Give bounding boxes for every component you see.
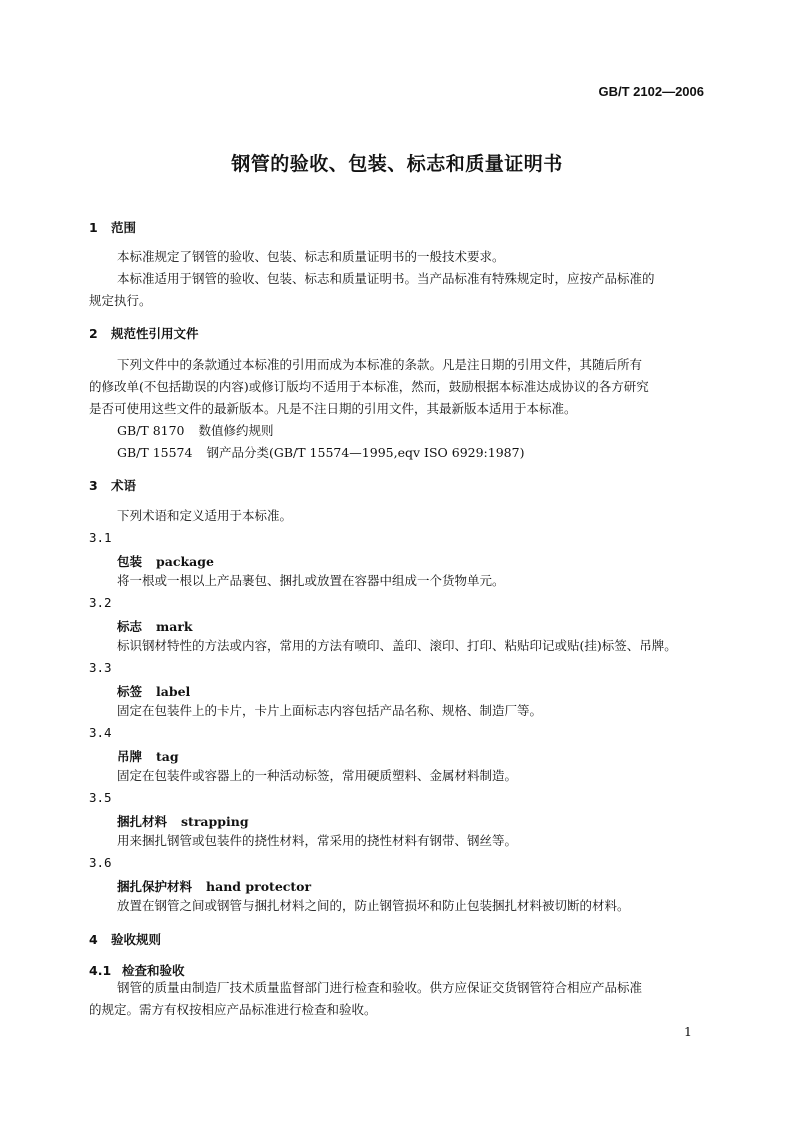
- subsection-number: 4.1: [89, 963, 112, 978]
- term-en: tag: [156, 749, 179, 764]
- section-number: 2: [89, 326, 98, 341]
- reference-item: [117, 420, 274, 442]
- paragraph-continuation: 的规定。需方有权按相应产品标准进行检查和验收。: [89, 1002, 377, 1017]
- section-heading-2: [89, 324, 199, 342]
- term-en: hand protector: [206, 879, 312, 894]
- section-heading-3: [89, 476, 136, 494]
- paragraph-continuation: 是否可使用这些文件的最新版本。凡是不注日期的引用文件，其最新版本适用于本标准。: [89, 401, 577, 416]
- term-number: 3.4: [89, 725, 112, 740]
- term-name: [117, 682, 190, 700]
- term-definition: 固定在包装件或容器上的一种活动标签，常用硬质塑料、金属材料制造。: [117, 768, 518, 783]
- term-en: label: [156, 684, 191, 699]
- paragraph: 本标准规定了钢管的验收、包装、标志和质量证明书的一般技术要求。: [117, 249, 505, 264]
- section-number: 4: [89, 932, 98, 947]
- term-zh: 吊牌: [117, 749, 143, 764]
- term-number: 3.3: [89, 660, 112, 675]
- term-name: [117, 617, 193, 635]
- term-definition: 用来捆扎钢管或包装件的挠性材料，常采用的挠性材料有钢带、钢丝等。: [117, 833, 518, 848]
- term-zh: 标志: [117, 619, 143, 634]
- term-definition: 放置在钢管之间或钢管与捆扎材料之间的，防止钢管损坏和防止包装捆扎材料被切断的材料。: [117, 898, 630, 913]
- term-en: strapping: [181, 814, 249, 829]
- paragraph: 钢管的质量由制造厂技术质量监督部门进行检查和验收。供方应保证交货钢管符合相应产品标准: [117, 980, 643, 995]
- section-title: 范围: [111, 220, 137, 235]
- term-number: 3.2: [89, 595, 112, 610]
- term-name: [117, 812, 249, 830]
- reference-code: GB/T 8170: [117, 423, 185, 438]
- term-number: 3.6: [89, 855, 112, 870]
- section-title: 术语: [111, 478, 137, 493]
- term-zh: 包装: [117, 554, 143, 569]
- section-number: 1: [89, 220, 98, 235]
- term-number: 3.5: [89, 790, 112, 805]
- section-title: 验收规则: [111, 932, 162, 947]
- term-definition: 将一根或一根以上产品裹包、捆扎或放置在容器中组成一个货物单元。: [117, 573, 505, 588]
- reference-name: 数值修约规则: [198, 423, 274, 438]
- term-zh: 标签: [117, 684, 143, 699]
- document-title: 钢管的验收、包装、标志和质量证明书: [231, 153, 563, 175]
- section-number: 3: [89, 478, 98, 493]
- page-number: 1: [684, 1024, 692, 1039]
- term-zh: 捆扎保护材料: [117, 879, 193, 894]
- paragraph-continuation: 规定执行。: [89, 293, 152, 308]
- term-definition: 固定在包装件上的卡片，卡片上面标志内容包括产品名称、规格、制造厂等。: [117, 703, 543, 718]
- term-name: [117, 877, 311, 895]
- standard-number: GB/T 2102—2006: [598, 84, 704, 99]
- section-heading-1: [89, 218, 136, 236]
- section-title: 规范性引用文件: [111, 326, 199, 341]
- term-zh: 捆扎材料: [117, 814, 168, 829]
- section-heading-4: [89, 930, 161, 948]
- term-name: [117, 747, 179, 765]
- paragraph-continuation: 的修改单(不包括勘误的内容)或修订版均不适用于本标准，然而，鼓励根据本标准达成协议的各方研究: [89, 379, 649, 394]
- reference-code: GB/T 15574: [117, 445, 193, 460]
- term-name: [117, 552, 214, 570]
- reference-item: [117, 442, 524, 464]
- paragraph: 下列文件中的条款通过本标准的引用而成为本标准的条款。凡是注日期的引用文件，其随后所有: [117, 357, 643, 372]
- term-en: package: [156, 554, 214, 569]
- term-definition: 标识钢材特性的方法或内容，常用的方法有喷印、盖印、滚印、打印、粘贴印记或贴(挂)标签、吊牌。: [117, 638, 677, 653]
- subsection-title: 检查和验收: [122, 963, 185, 978]
- term-en: mark: [156, 619, 193, 634]
- paragraph: 本标准适用于钢管的验收、包装、标志和质量证明书。当产品标准有特殊规定时，应按产品标准的: [117, 271, 655, 286]
- term-number: 3.1: [89, 530, 112, 545]
- reference-name: 钢产品分类(GB/T 15574—1995,eqv ISO 6929:1987): [206, 445, 525, 460]
- paragraph: 下列术语和定义适用于本标准。: [117, 508, 293, 523]
